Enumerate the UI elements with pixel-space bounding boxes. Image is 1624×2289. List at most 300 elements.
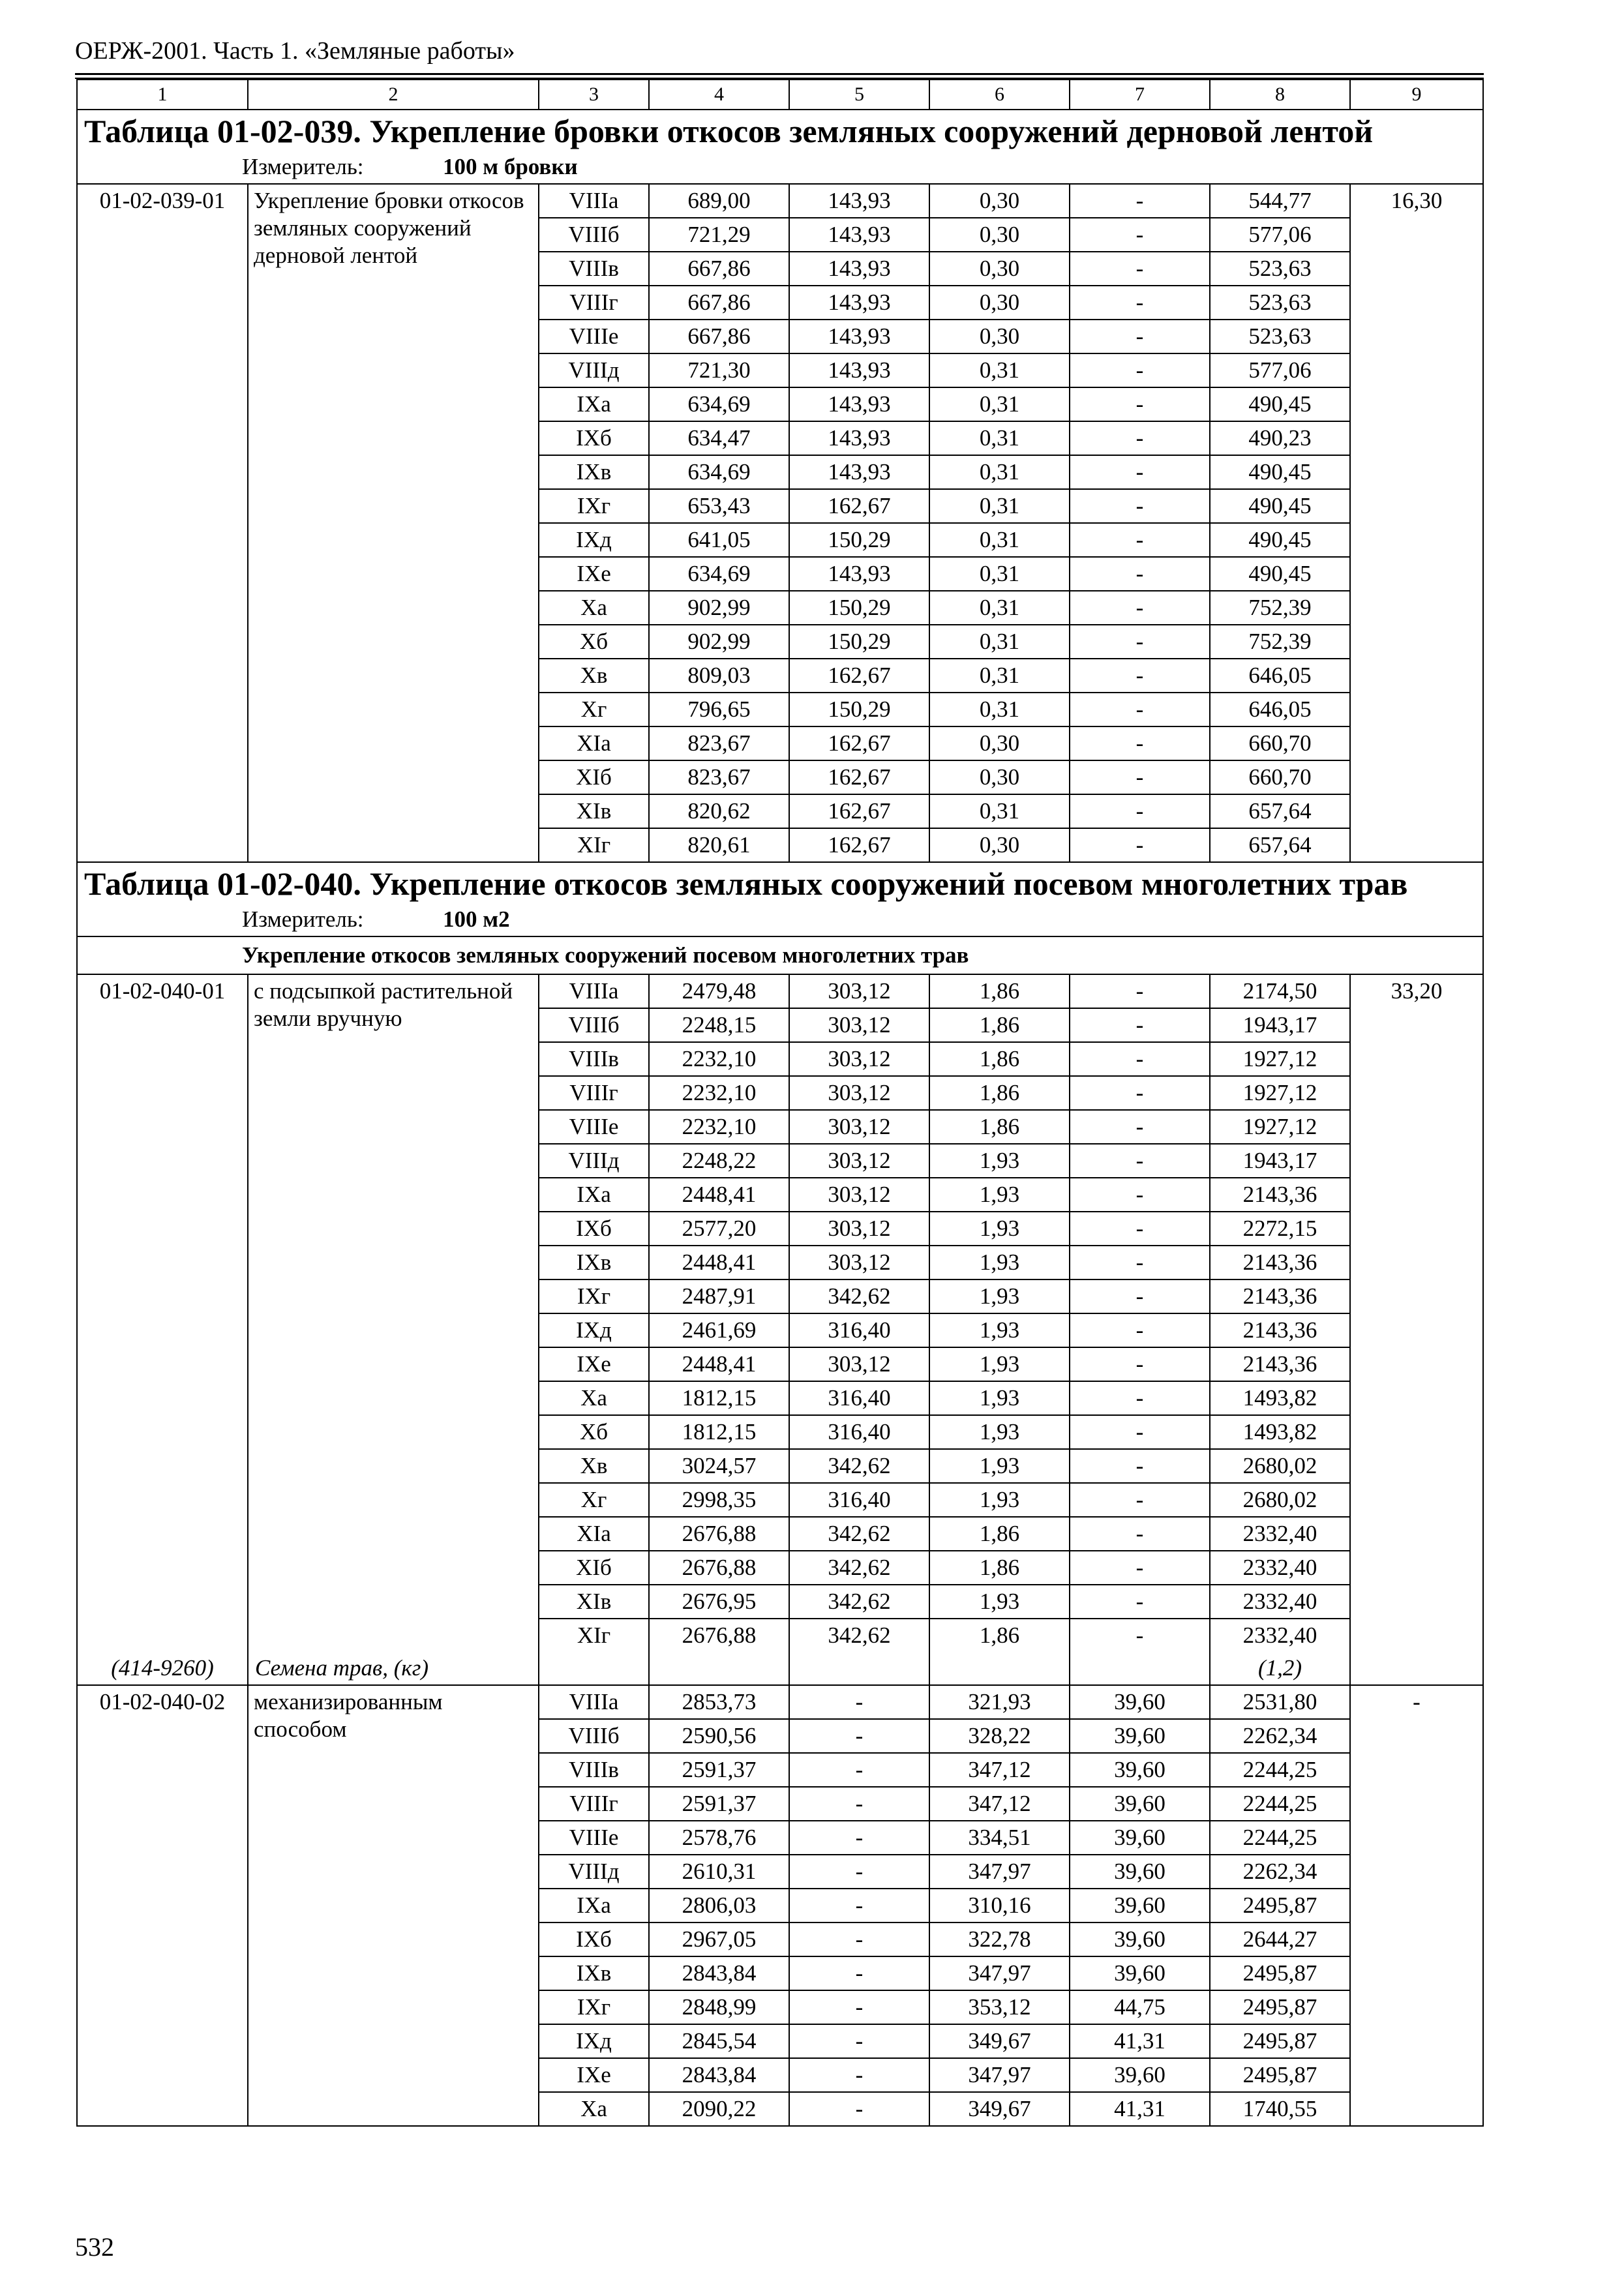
region-cell: Xа — [539, 1381, 649, 1415]
table-title-row — [77, 110, 1483, 152]
value-cell: 143,93 — [789, 421, 929, 455]
value-cell: 0,31 — [929, 353, 1070, 387]
column-9-value: - — [1350, 1685, 1483, 2126]
value-cell: 2272,15 — [1210, 1212, 1350, 1246]
value-cell: 1,86 — [929, 1008, 1070, 1042]
value-cell: - — [1070, 1381, 1210, 1415]
value-cell: 2174,50 — [1210, 974, 1350, 1008]
value-cell: - — [1070, 184, 1210, 218]
value-cell: - — [1070, 252, 1210, 286]
value-cell: 41,31 — [1070, 2092, 1210, 2126]
region-cell: IXе — [539, 557, 649, 591]
value-cell: 39,60 — [1070, 1855, 1210, 1889]
value-cell: 1,93 — [929, 1279, 1070, 1313]
value-text: 2332,40 — [1242, 1623, 1317, 1648]
value-cell: - — [1070, 1517, 1210, 1551]
value-cell: 2232,10 — [649, 1042, 789, 1076]
value-cell: 2332,40 — [1210, 1551, 1350, 1585]
rate-code — [77, 184, 248, 862]
rate-code — [77, 974, 248, 1685]
unit-row — [77, 152, 1483, 184]
value-cell: 0,30 — [929, 726, 1070, 760]
value-cell: 39,60 — [1070, 1685, 1210, 1719]
value-cell: 544,77 — [1210, 184, 1350, 218]
value-cell: 1812,15 — [649, 1415, 789, 1449]
value-cell: 523,63 — [1210, 286, 1350, 320]
value-cell: 523,63 — [1210, 320, 1350, 353]
region-cell: IXе — [539, 2058, 649, 2092]
value-cell: 577,06 — [1210, 353, 1350, 387]
value-cell: 2848,99 — [649, 1990, 789, 2024]
column-number: 8 — [1210, 80, 1350, 110]
region-cell: IXа — [539, 387, 649, 421]
value-cell: 162,67 — [789, 659, 929, 693]
region-cell: VIIIд — [539, 1855, 649, 1889]
value-cell: - — [1070, 1347, 1210, 1381]
value-cell: 1927,12 — [1210, 1042, 1350, 1076]
value-cell: 1,86 — [929, 974, 1070, 1008]
value-cell: 150,29 — [789, 523, 929, 557]
value-cell: - — [1070, 489, 1210, 523]
value-cell: 303,12 — [789, 974, 929, 1008]
region-cell: IXб — [539, 1922, 649, 1956]
value-cell: 0,31 — [929, 557, 1070, 591]
value-cell: - — [789, 2058, 929, 2092]
value-cell: - — [1070, 591, 1210, 625]
value-cell: 2495,87 — [1210, 1990, 1350, 2024]
value-cell: 316,40 — [789, 1483, 929, 1517]
value-cell: 1,86 — [929, 1110, 1070, 1144]
value-cell: 39,60 — [1070, 1922, 1210, 1956]
region-cell: IXв — [539, 1956, 649, 1990]
value-cell: 2845,54 — [649, 2024, 789, 2058]
value-cell: 634,69 — [649, 387, 789, 421]
value-cell: - — [1070, 974, 1210, 1008]
value-cell: 646,05 — [1210, 693, 1350, 726]
region-cell: XIг — [539, 828, 649, 862]
value-cell: 2806,03 — [649, 1889, 789, 1922]
region-cell: IXг — [539, 1990, 649, 2024]
value-cell: 0,31 — [929, 659, 1070, 693]
value-cell: - — [789, 2024, 929, 2058]
value-cell: 303,12 — [789, 1246, 929, 1279]
value-cell: - — [789, 1787, 929, 1821]
column-9-value: 16,30 — [1350, 184, 1483, 862]
unit-label: Измеритель: — [242, 154, 364, 179]
value-cell: 1493,82 — [1210, 1415, 1350, 1449]
value-cell: 150,29 — [789, 591, 929, 625]
table-title: Таблица 01-02-039. Укрепление бровки откосов земляных сооружений дерновой лентой — [77, 110, 1483, 152]
value-cell: 2676,88 — [649, 1551, 789, 1585]
unit-cell — [77, 152, 1483, 184]
region-cell: XIа — [539, 1517, 649, 1551]
value-cell: 2531,80 — [1210, 1685, 1350, 1719]
value-cell: 1,93 — [929, 1381, 1070, 1415]
table-title-row — [77, 862, 1483, 905]
rate-description-text: механизированным способом — [254, 1689, 443, 1742]
value-cell: 2843,84 — [649, 2058, 789, 2092]
rate-description-text: с подсыпкой растительной земли вручную — [254, 978, 513, 1031]
column-number: 2 — [248, 80, 539, 110]
value-cell: 303,12 — [789, 1178, 929, 1212]
value-cell: 2332,40 — [1210, 1517, 1350, 1551]
value-cell: 2232,10 — [649, 1110, 789, 1144]
region-cell: VIIIа — [539, 184, 649, 218]
header-rule — [75, 73, 1484, 75]
region-cell: XIв — [539, 794, 649, 828]
value-cell: 1,93 — [929, 1212, 1070, 1246]
value-cell: - — [789, 1685, 929, 1719]
value-cell: - — [1070, 1279, 1210, 1313]
value-cell: 39,60 — [1070, 1956, 1210, 1990]
value-cell: 577,06 — [1210, 218, 1350, 252]
column-number: 7 — [1070, 80, 1210, 110]
value-cell: - — [1070, 625, 1210, 659]
value-cell: 162,67 — [789, 760, 929, 794]
value-cell: 2680,02 — [1210, 1449, 1350, 1483]
value-cell: 667,86 — [649, 320, 789, 353]
value-cell: - — [1070, 659, 1210, 693]
value-cell: - — [1070, 1042, 1210, 1076]
value-cell: 316,40 — [789, 1415, 929, 1449]
value-cell: 0,31 — [929, 421, 1070, 455]
region-cell: VIIIе — [539, 320, 649, 353]
resource-name: Семена трав, (кг) — [255, 1655, 429, 1681]
value-cell: 2495,87 — [1210, 2024, 1350, 2058]
region-cell: IXв — [539, 1246, 649, 1279]
value-cell: - — [1070, 320, 1210, 353]
value-cell: - — [1070, 828, 1210, 862]
rate-code-text: 01-02-039-01 — [99, 188, 226, 213]
value-cell: 347,97 — [929, 1956, 1070, 1990]
resource-code: (414-9260) — [111, 1655, 214, 1681]
region-cell: Xб — [539, 625, 649, 659]
value-cell: 39,60 — [1070, 1889, 1210, 1922]
value-cell: - — [1070, 1076, 1210, 1110]
column-number: 3 — [539, 80, 649, 110]
value-cell: 0,30 — [929, 286, 1070, 320]
region-cell: Xг — [539, 1483, 649, 1517]
value-cell: - — [789, 1719, 929, 1753]
value-cell: 2853,73 — [649, 1685, 789, 1719]
value-cell: - — [1070, 218, 1210, 252]
value-cell: 2262,34 — [1210, 1719, 1350, 1753]
value-cell: 823,67 — [649, 760, 789, 794]
value-cell: 2232,10 — [649, 1076, 789, 1110]
value-cell: - — [1070, 1551, 1210, 1585]
value-cell: 1,93 — [929, 1246, 1070, 1279]
value-cell: 150,29 — [789, 625, 929, 659]
value-cell: 303,12 — [789, 1347, 929, 1381]
value-cell: 653,43 — [649, 489, 789, 523]
value-cell: 328,22 — [929, 1719, 1070, 1753]
value-cell: - — [1070, 1585, 1210, 1619]
value-cell: 2590,56 — [649, 1719, 789, 1753]
value-cell: - — [1070, 523, 1210, 557]
value-cell: 316,40 — [789, 1381, 929, 1415]
value-cell: - — [1070, 1178, 1210, 1212]
value-cell: - — [789, 1990, 929, 2024]
value-cell: 2244,25 — [1210, 1753, 1350, 1787]
value-cell: 2644,27 — [1210, 1922, 1350, 1956]
value-cell: 2998,35 — [649, 1483, 789, 1517]
value-cell: 2843,84 — [649, 1956, 789, 1990]
value-cell: - — [1070, 286, 1210, 320]
value-cell: 752,39 — [1210, 625, 1350, 659]
value-cell: 3024,57 — [649, 1449, 789, 1483]
value-cell: 2676,88 — [649, 1619, 789, 1685]
value-cell: 347,97 — [929, 2058, 1070, 2092]
value-cell: - — [1070, 1212, 1210, 1246]
value-cell: 752,39 — [1210, 591, 1350, 625]
value-cell: 1,93 — [929, 1483, 1070, 1517]
region-cell: VIIIв — [539, 252, 649, 286]
value-cell: 334,51 — [929, 1821, 1070, 1855]
region-cell: IXд — [539, 2024, 649, 2058]
value-cell: 1,86 — [929, 1076, 1070, 1110]
value-cell: 2591,37 — [649, 1753, 789, 1787]
region-cell: Xв — [539, 1449, 649, 1483]
value-cell: 143,93 — [789, 184, 929, 218]
value-cell: 634,47 — [649, 421, 789, 455]
value-cell: - — [1070, 1313, 1210, 1347]
value-cell: 902,99 — [649, 625, 789, 659]
value-cell: 310,16 — [929, 1889, 1070, 1922]
value-cell: 2461,69 — [649, 1313, 789, 1347]
region-cell: IXб — [539, 421, 649, 455]
value-cell: 820,61 — [649, 828, 789, 862]
region-cell: XIг — [539, 1619, 649, 1685]
value-cell: 0,30 — [929, 760, 1070, 794]
value-cell: 667,86 — [649, 252, 789, 286]
region-cell: Xб — [539, 1415, 649, 1449]
value-cell: 2578,76 — [649, 1821, 789, 1855]
value-cell: 2248,15 — [649, 1008, 789, 1042]
value-cell: 657,64 — [1210, 828, 1350, 862]
column-number: 5 — [789, 80, 929, 110]
region-cell: VIIIе — [539, 1110, 649, 1144]
value-cell: 809,03 — [649, 659, 789, 693]
value-cell: 2448,41 — [649, 1178, 789, 1212]
value-cell: - — [1070, 693, 1210, 726]
value-cell: 303,12 — [789, 1008, 929, 1042]
value-cell: 660,70 — [1210, 760, 1350, 794]
rate-code — [77, 1685, 248, 2126]
value-cell: 0,31 — [929, 387, 1070, 421]
value-cell: 162,67 — [789, 828, 929, 862]
value-cell: - — [1070, 1619, 1210, 1685]
value-cell: 2676,95 — [649, 1585, 789, 1619]
column-number: 1 — [77, 80, 248, 110]
value-cell: 342,62 — [789, 1551, 929, 1585]
value-cell: 490,45 — [1210, 387, 1350, 421]
rate-code-text: 01-02-040-01 — [99, 978, 226, 1004]
region-cell: VIIIа — [539, 1685, 649, 1719]
value-cell: 0,31 — [929, 625, 1070, 659]
value-cell: 641,05 — [649, 523, 789, 557]
value-cell: 0,31 — [929, 591, 1070, 625]
table-title: Таблица 01-02-040. Укрепление откосов земляных сооружений посевом многолетних трав — [77, 862, 1483, 905]
column-number: 4 — [649, 80, 789, 110]
value-cell: - — [1070, 794, 1210, 828]
value-cell: 490,45 — [1210, 523, 1350, 557]
value-cell: - — [789, 1821, 929, 1855]
value-cell: 490,23 — [1210, 421, 1350, 455]
value-cell: 162,67 — [789, 489, 929, 523]
column-number-row — [77, 80, 1483, 110]
value-cell: 2143,36 — [1210, 1347, 1350, 1381]
value-cell: 2577,20 — [649, 1212, 789, 1246]
value-cell: 0,30 — [929, 828, 1070, 862]
value-cell: 1,93 — [929, 1585, 1070, 1619]
value-cell: 0,30 — [929, 320, 1070, 353]
value-cell: 143,93 — [789, 320, 929, 353]
value-cell: 2244,25 — [1210, 1787, 1350, 1821]
value-cell: - — [1070, 455, 1210, 489]
region-cell: IXа — [539, 1889, 649, 1922]
region-cell: VIIIв — [539, 1042, 649, 1076]
value-cell: 1812,15 — [649, 1381, 789, 1415]
value-cell: 316,40 — [789, 1313, 929, 1347]
unit-cell — [77, 905, 1483, 936]
value-cell: 143,93 — [789, 557, 929, 591]
value-cell: 2680,02 — [1210, 1483, 1350, 1517]
value-cell: 0,31 — [929, 455, 1070, 489]
value-cell: 2244,25 — [1210, 1821, 1350, 1855]
value-cell: 2090,22 — [649, 2092, 789, 2126]
value-cell: 162,67 — [789, 726, 929, 760]
value-cell: 1,93 — [929, 1449, 1070, 1483]
value-cell: 2143,36 — [1210, 1313, 1350, 1347]
subheading-row — [77, 936, 1483, 974]
region-cell: XIб — [539, 760, 649, 794]
table-row — [77, 184, 1483, 218]
value-cell: 143,93 — [789, 353, 929, 387]
region-cell: VIIIг — [539, 1787, 649, 1821]
value-cell: 2143,36 — [1210, 1178, 1350, 1212]
value-cell: 347,12 — [929, 1787, 1070, 1821]
value-cell: 490,45 — [1210, 489, 1350, 523]
value-cell: - — [1070, 353, 1210, 387]
region-cell: IXг — [539, 489, 649, 523]
region-cell: VIIIе — [539, 1821, 649, 1855]
region-cell: IXа — [539, 1178, 649, 1212]
value-cell: - — [1070, 1449, 1210, 1483]
value-cell: 657,64 — [1210, 794, 1350, 828]
value-cell: 2495,87 — [1210, 2058, 1350, 2092]
value-cell: 823,67 — [649, 726, 789, 760]
value-cell: 342,62 — [789, 1619, 929, 1685]
page-number: 532 — [75, 2232, 114, 2262]
value-cell: 1,86 — [929, 1517, 1070, 1551]
region-cell: VIIIа — [539, 974, 649, 1008]
value-cell: 2143,36 — [1210, 1246, 1350, 1279]
rate-description-text: Укрепление бровки откосов земляных сооружений дерновой лентой — [254, 188, 524, 268]
value-cell: 1,93 — [929, 1415, 1070, 1449]
rates-table — [76, 79, 1484, 2127]
value-cell: 353,12 — [929, 1990, 1070, 2024]
value-cell: 143,93 — [789, 286, 929, 320]
value-cell: 1927,12 — [1210, 1110, 1350, 1144]
value-cell: 143,93 — [789, 455, 929, 489]
value-cell: - — [789, 1889, 929, 1922]
unit-row — [77, 905, 1483, 936]
value-cell: 303,12 — [789, 1076, 929, 1110]
subheading: Укрепление откосов земляных сооружений посевом многолетних трав — [77, 936, 1483, 974]
region-cell: VIIIг — [539, 1076, 649, 1110]
page-header: ОЕРЖ-2001. Часть 1. «Земляные работы» — [75, 37, 515, 65]
value-cell — [1210, 1619, 1350, 1685]
value-cell: 0,30 — [929, 184, 1070, 218]
region-cell: Xа — [539, 591, 649, 625]
value-cell: 634,69 — [649, 455, 789, 489]
value-cell: 0,31 — [929, 794, 1070, 828]
region-cell: IXб — [539, 1212, 649, 1246]
region-cell: VIIIд — [539, 1144, 649, 1178]
value-cell: 689,00 — [649, 184, 789, 218]
value-cell: - — [1070, 726, 1210, 760]
value-cell: 660,70 — [1210, 726, 1350, 760]
value-cell: 667,86 — [649, 286, 789, 320]
rate-code-text: 01-02-040-02 — [99, 1689, 226, 1714]
value-cell: - — [789, 2092, 929, 2126]
value-cell: 321,93 — [929, 1685, 1070, 1719]
region-cell: IXд — [539, 1313, 649, 1347]
value-cell: 44,75 — [1070, 1990, 1210, 2024]
value-cell: 0,30 — [929, 252, 1070, 286]
value-cell: 342,62 — [789, 1585, 929, 1619]
region-cell: XIа — [539, 726, 649, 760]
column-number: 9 — [1350, 80, 1483, 110]
value-cell: 347,97 — [929, 1855, 1070, 1889]
resource-value: (1,2) — [1257, 1655, 1302, 1681]
value-cell: 342,62 — [789, 1517, 929, 1551]
value-cell: 2332,40 — [1210, 1585, 1350, 1619]
unit-value: 100 м2 — [443, 906, 510, 932]
value-cell: 490,45 — [1210, 455, 1350, 489]
value-cell: 39,60 — [1070, 1719, 1210, 1753]
value-cell: 303,12 — [789, 1110, 929, 1144]
region-cell: XIв — [539, 1585, 649, 1619]
column-number: 6 — [929, 80, 1070, 110]
value-cell: 796,65 — [649, 693, 789, 726]
value-cell: 1,93 — [929, 1178, 1070, 1212]
rate-description — [248, 974, 539, 1685]
value-cell: 342,62 — [789, 1449, 929, 1483]
value-cell: 322,78 — [929, 1922, 1070, 1956]
value-cell: 303,12 — [789, 1212, 929, 1246]
region-cell: Xв — [539, 659, 649, 693]
value-cell: 1,93 — [929, 1144, 1070, 1178]
value-cell: - — [1070, 557, 1210, 591]
value-cell: 2487,91 — [649, 1279, 789, 1313]
region-cell: IXе — [539, 1347, 649, 1381]
value-cell: 2676,88 — [649, 1517, 789, 1551]
value-cell: 349,67 — [929, 2092, 1070, 2126]
value-cell: 2248,22 — [649, 1144, 789, 1178]
value-cell: - — [1070, 1110, 1210, 1144]
value-cell: 1,86 — [929, 1619, 1070, 1685]
value-cell: 523,63 — [1210, 252, 1350, 286]
value-cell: - — [789, 1922, 929, 1956]
region-cell: VIIIв — [539, 1753, 649, 1787]
value-cell: 0,31 — [929, 693, 1070, 726]
value-cell: 721,30 — [649, 353, 789, 387]
value-cell: 0,31 — [929, 523, 1070, 557]
value-cell: 347,12 — [929, 1753, 1070, 1787]
value-cell: 902,99 — [649, 591, 789, 625]
value-cell: 150,29 — [789, 693, 929, 726]
